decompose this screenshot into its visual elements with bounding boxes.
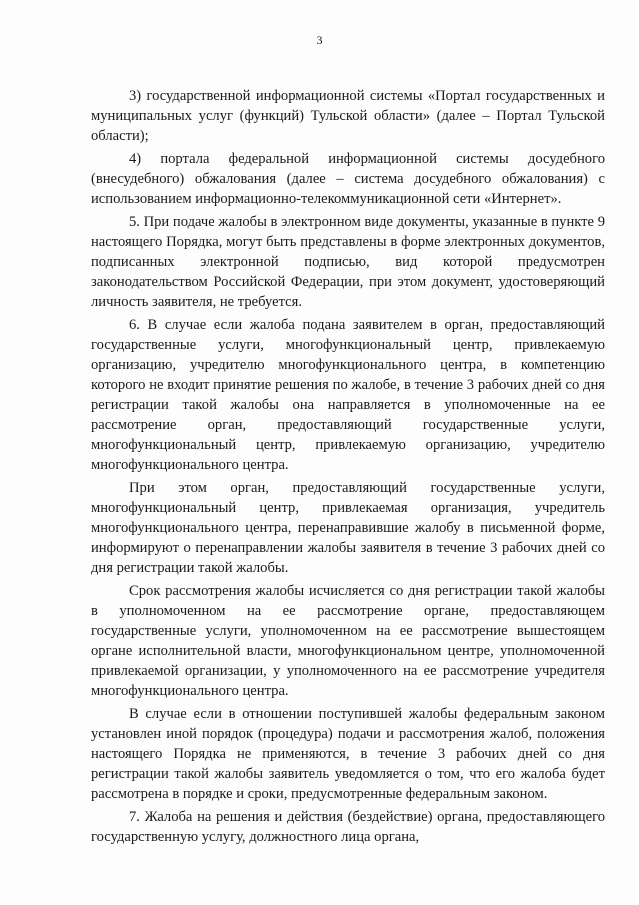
paragraph-item-3: 3) государственной информационной системы «Портал государственных и муниципальных услуг (функций) Тульской области» (далее – Портал Тульской области); bbox=[91, 88, 605, 144]
paragraph-review-period: Срок рассмотрения жалобы исчисляется со дня регистрации такой жалобы в уполномоченном на ее рассмотрение органе, предоставляющем государственные услуги, уполномоченном на ее рассмотрение вышестоящем органе исполнительной власти, многофункциональном центре, уполномоченной привлекаемой организации, у уполномоченного на ее рассмотрение учредителя многофункционального центра. bbox=[91, 583, 605, 699]
paragraph-federal-law-exception: В случае если в отношении поступившей жалобы федеральным законом установлен иной порядок (процедура) подачи и рассмотрения жалоб, положения настоящего Порядка не применяются, в течение 3 рабочих дней со дня регистрации такой жалобы заявитель уведомляется о том, что его жалоба будет рассмотрена в порядке и сроки, предусмотренные федеральным законом. bbox=[91, 706, 605, 802]
page-number: 3 bbox=[316, 33, 323, 47]
document-body bbox=[91, 86, 605, 847]
paragraph-clause-7: 7. Жалоба на решения и действия (бездействие) органа, предоставляющего государственную услугу, должностного лица органа, bbox=[91, 809, 605, 845]
paragraph-clause-5: 5. При подаче жалобы в электронном виде документы, указанные в пункте 9 настоящего Порядка, могут быть представлены в форме электронных документов, подписанных электронной подписью, вид которой предусмотрен законодательством Российской Федерации, при этом документ, удостоверяющий личность заявителя, не требуется. bbox=[91, 214, 605, 310]
paragraph-item-4: 4) портала федеральной информационной системы досудебного (внесудебного) обжалования (далее – система досудебного обжалования) с использованием информационно-телекоммуникационной сети «Интернет». bbox=[91, 151, 605, 207]
paragraph-clause-6: 6. В случае если жалоба подана заявителем в орган, предоставляющий государственные услуги, многофункциональный центр, привлекаемую организацию, учредителю многофункционального центра, в компетенцию которого не входит принятие решения по жалобе, в течение 3 рабочих дней со дня регистрации такой жалобы она направляется в уполномоченные на ее рассмотрение орган, предоставляющий государственные услуги, многофункциональный центр, привлекаемую организацию, учредителю многофункционального центра. bbox=[91, 317, 605, 473]
paragraph-redirect-notice: При этом орган, предоставляющий государственные услуги, многофункциональный центр, привлекаемая организация, учредитель многофункционального центра, перенаправившие жалобу в письменной форме, информируют о перенаправлении жалобы заявителя в течение 3 рабочих дней со дня регистрации такой жалобы. bbox=[91, 480, 605, 576]
